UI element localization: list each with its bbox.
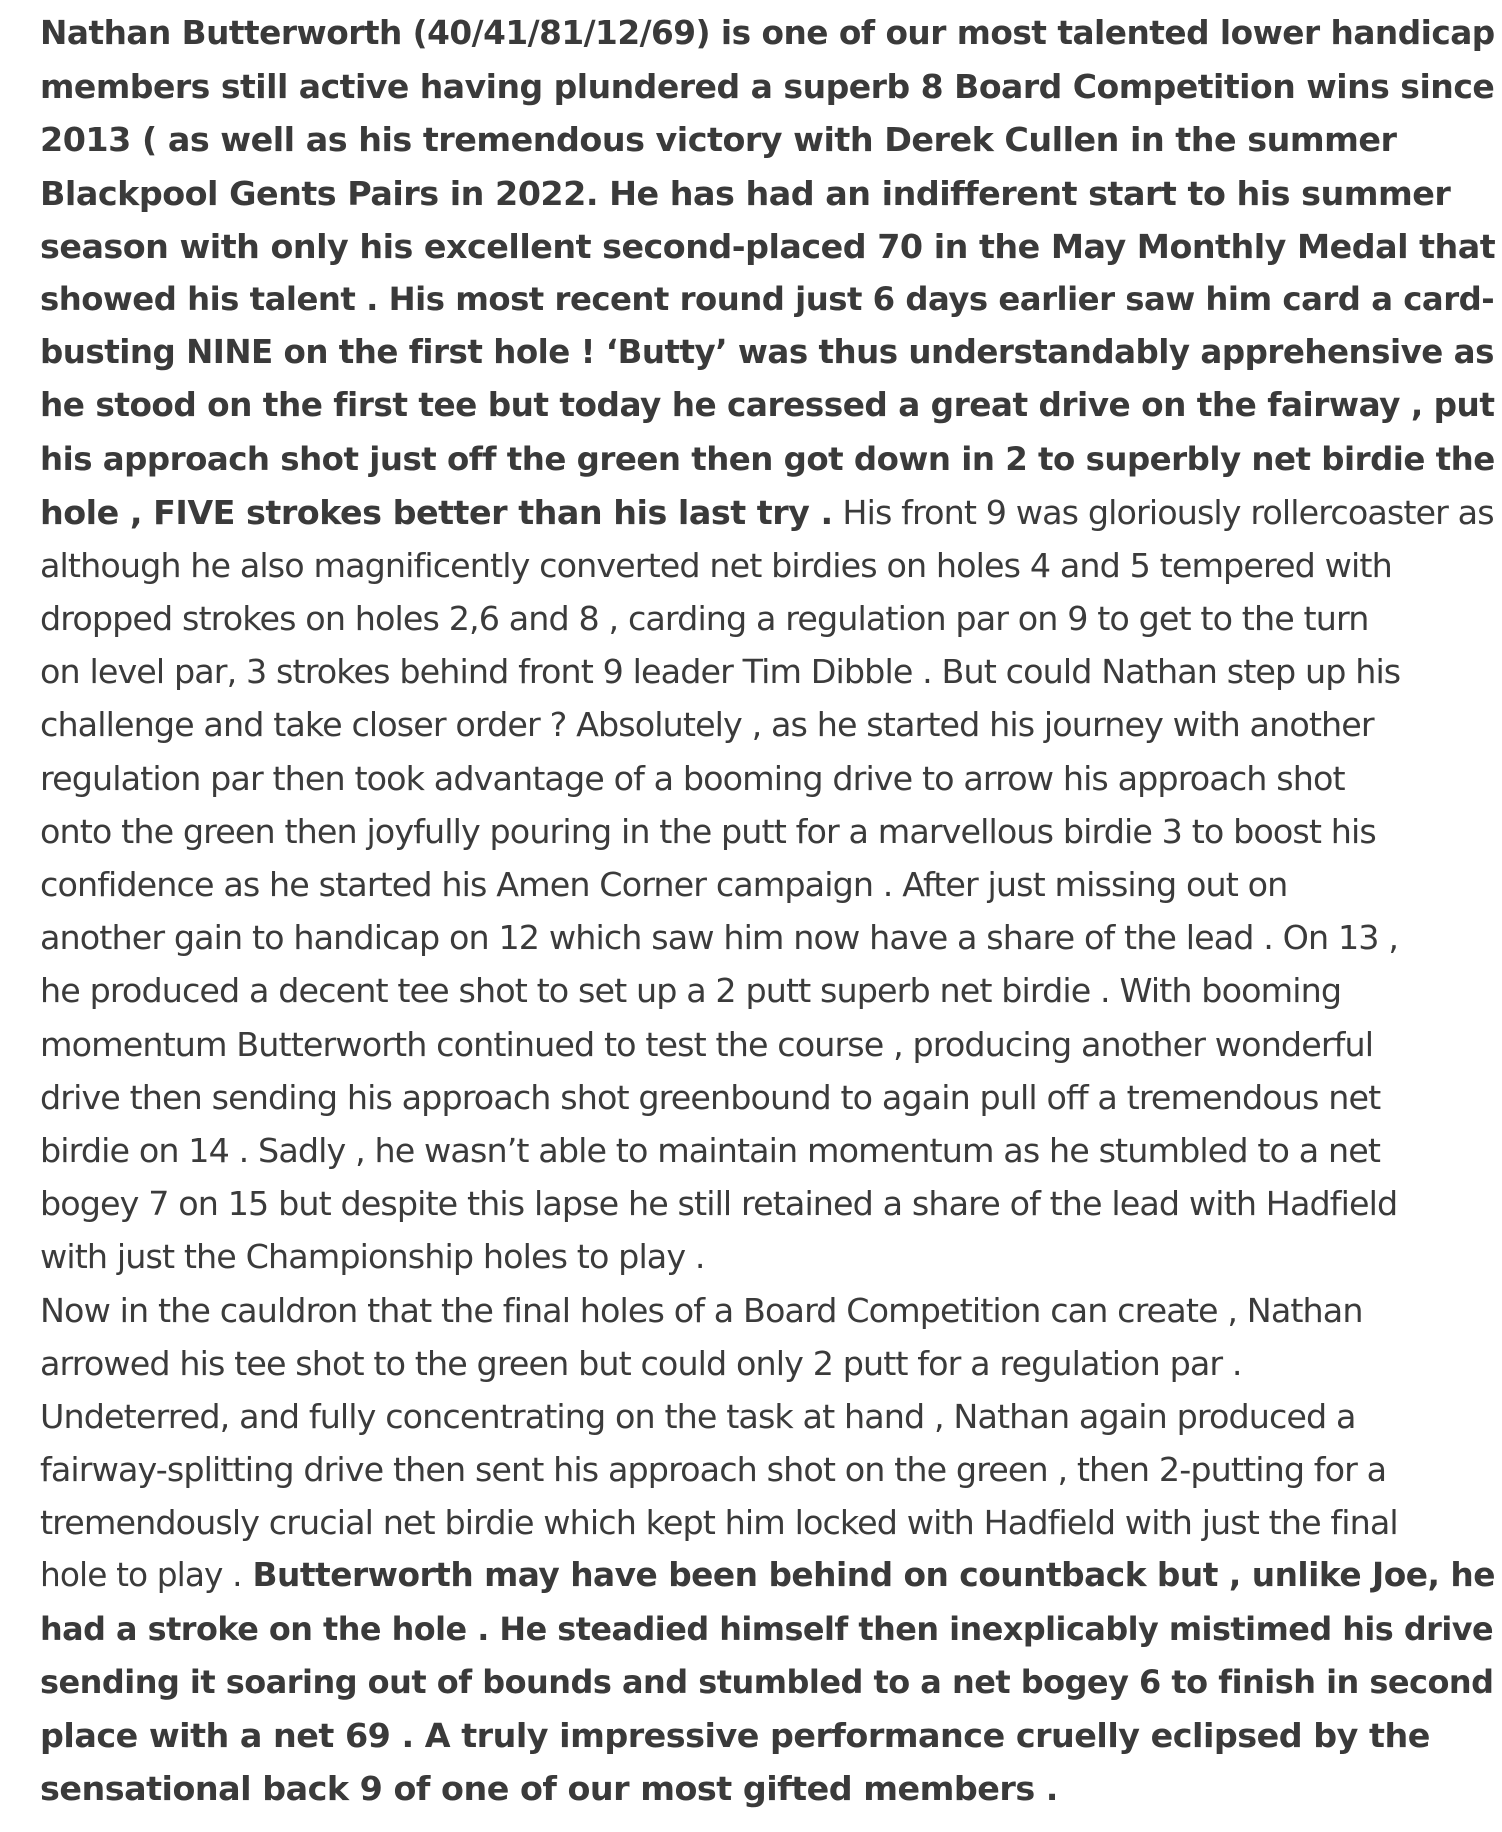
text-line: [40, 1390, 1502, 1443]
text-line: [40, 752, 1502, 805]
text-line: [40, 1177, 1502, 1230]
text-line: [40, 326, 1502, 379]
text-line: [40, 220, 1502, 273]
text-line: [40, 1284, 1502, 1337]
text-line: [40, 60, 1502, 113]
text-line: [40, 1124, 1502, 1177]
bold-text-run: Blackpool Gents Pairs in 2022. He has had an indifferent start to his summer: [40, 173, 1451, 213]
text-line: [40, 645, 1502, 698]
regular-text-run: birdie on 14 . Sadly , he wasn’t able to maintain momentum as he stumbled to a net: [40, 1130, 1380, 1170]
text-line: [40, 539, 1502, 592]
regular-text-run: dropped strokes on holes 2,6 and 8 , carding a regulation par on 9 to get to the turn: [40, 599, 1369, 639]
text-line: [40, 1496, 1502, 1549]
regular-text-run: another gain to handicap on 12 which saw him now have a share of the lead . On 13 ,: [40, 918, 1399, 958]
text-line: [40, 273, 1502, 326]
regular-text-run: momentum Butterworth continued to test the course , producing another wonderful: [40, 1024, 1374, 1064]
bold-text-run: hole , FIVE strokes better than his last try .: [40, 492, 833, 532]
regular-text-run: onto the green then joyfully pouring in the putt for a marvellous birdie 3 to boost his: [40, 811, 1376, 851]
bold-text-run: members still active having plundered a superb 8 Board Competition wins since: [40, 67, 1495, 107]
regular-text-run: challenge and take closer order ? Absolutely , as he started his journey with another: [40, 705, 1374, 745]
text-line: [40, 7, 1502, 60]
bold-text-run: sending it soaring out of bounds and stumbled to a net bogey 6 to finish in second: [40, 1662, 1494, 1701]
bold-text-run: busting NINE on the first hole ! ‘Butty’ was thus understandably apprehensive as: [40, 333, 1494, 372]
regular-text-run: bogey 7 on 15 but despite this lapse he still retained a share of the lead with Hadfield: [40, 1184, 1398, 1224]
text-line: [40, 1018, 1502, 1071]
regular-text-run: hole to play .: [40, 1556, 242, 1595]
text-line: [40, 1549, 1502, 1602]
text-line: [40, 805, 1502, 858]
bold-text-run: sensational back 9 of one of our most gifted members .: [40, 1769, 1058, 1809]
text-line: [40, 1071, 1502, 1124]
bold-text-run: season with only his excellent second-placed 70 in the May Monthly Medal that: [40, 226, 1496, 266]
text-line: [40, 379, 1502, 432]
text-line: [40, 1656, 1502, 1709]
regular-text-run: Now in the cauldron that the final holes of a Board Competition can create , Nathan: [40, 1290, 1363, 1330]
bold-text-run: he stood on the first tee but today he caressed a great drive on the fairway , put: [40, 386, 1495, 425]
text-line: [40, 858, 1502, 911]
text-line: [40, 433, 1502, 486]
bold-text-run: showed his talent . His most recent round just 6 days earlier saw him card a card-: [40, 279, 1495, 318]
text-line: [40, 1709, 1502, 1762]
regular-text-run: confidence as he started his Amen Corner campaign . After just missing out on: [40, 865, 1288, 904]
text-line: [40, 113, 1502, 166]
bold-text-run: had a stroke on the hole . He steadied himself then inexplicably mistimed his drive: [40, 1609, 1494, 1648]
bold-text-run: his approach shot just off the green then got down in 2 to superbly net birdie the: [40, 439, 1495, 478]
text-line: [40, 964, 1502, 1017]
bold-text-run: place with a net 69 . A truly impressive performance cruelly eclipsed by the: [40, 1716, 1430, 1755]
regular-text-run: Undeterred, and fully concentrating on the task at hand , Nathan again produced a: [40, 1396, 1356, 1436]
regular-text-run: regulation par then took advantage of a booming drive to arrow his approach shot: [40, 758, 1345, 798]
regular-text-run: fairway-splitting drive then sent his approach shot on the green , then 2-putting for a: [40, 1450, 1387, 1490]
regular-text-run: on level par, 3 strokes behind front 9 leader Tim Dibble . But could Nathan step up his: [40, 652, 1401, 692]
regular-text-run: arrowed his tee shot to the green but could only 2 putt for a regulation par .: [40, 1343, 1242, 1383]
regular-text-run: with just the Championship holes to play .: [40, 1237, 705, 1277]
regular-text-run: drive then sending his approach shot greenbound to again pull off a tremendous net: [40, 1077, 1381, 1117]
bold-text-run: Nathan Butterworth (40/41/81/12/69) is one of our most talented lower handicap: [40, 14, 1495, 52]
regular-text-run: although he also magnificently converted net birdies on holes 4 and 5 tempered with: [40, 545, 1392, 585]
regular-text-run: His front 9 was gloriously rollercoaster as: [832, 492, 1494, 532]
text-line: [40, 1603, 1502, 1656]
text-line: [40, 167, 1502, 220]
bold-text-run: Butterworth may have been behind on countback but , unlike Joe, he: [241, 1556, 1495, 1595]
regular-text-run: he produced a decent tee shot to set up a 2 putt superb net birdie . With booming: [40, 971, 1342, 1011]
text-line: [40, 911, 1502, 964]
regular-text-run: tremendously crucial net birdie which kept him locked with Hadfield with just the final: [40, 1503, 1398, 1543]
text-line: [40, 698, 1502, 751]
text-line: [40, 1230, 1502, 1283]
bold-text-run: 2013 ( as well as his tremendous victory with Derek Cullen in the summer: [40, 120, 1397, 160]
text-line: [40, 1443, 1502, 1496]
text-line: [40, 1337, 1502, 1390]
text-line: [40, 592, 1502, 645]
text-line: [40, 486, 1502, 539]
text-line: [40, 1762, 1502, 1815]
